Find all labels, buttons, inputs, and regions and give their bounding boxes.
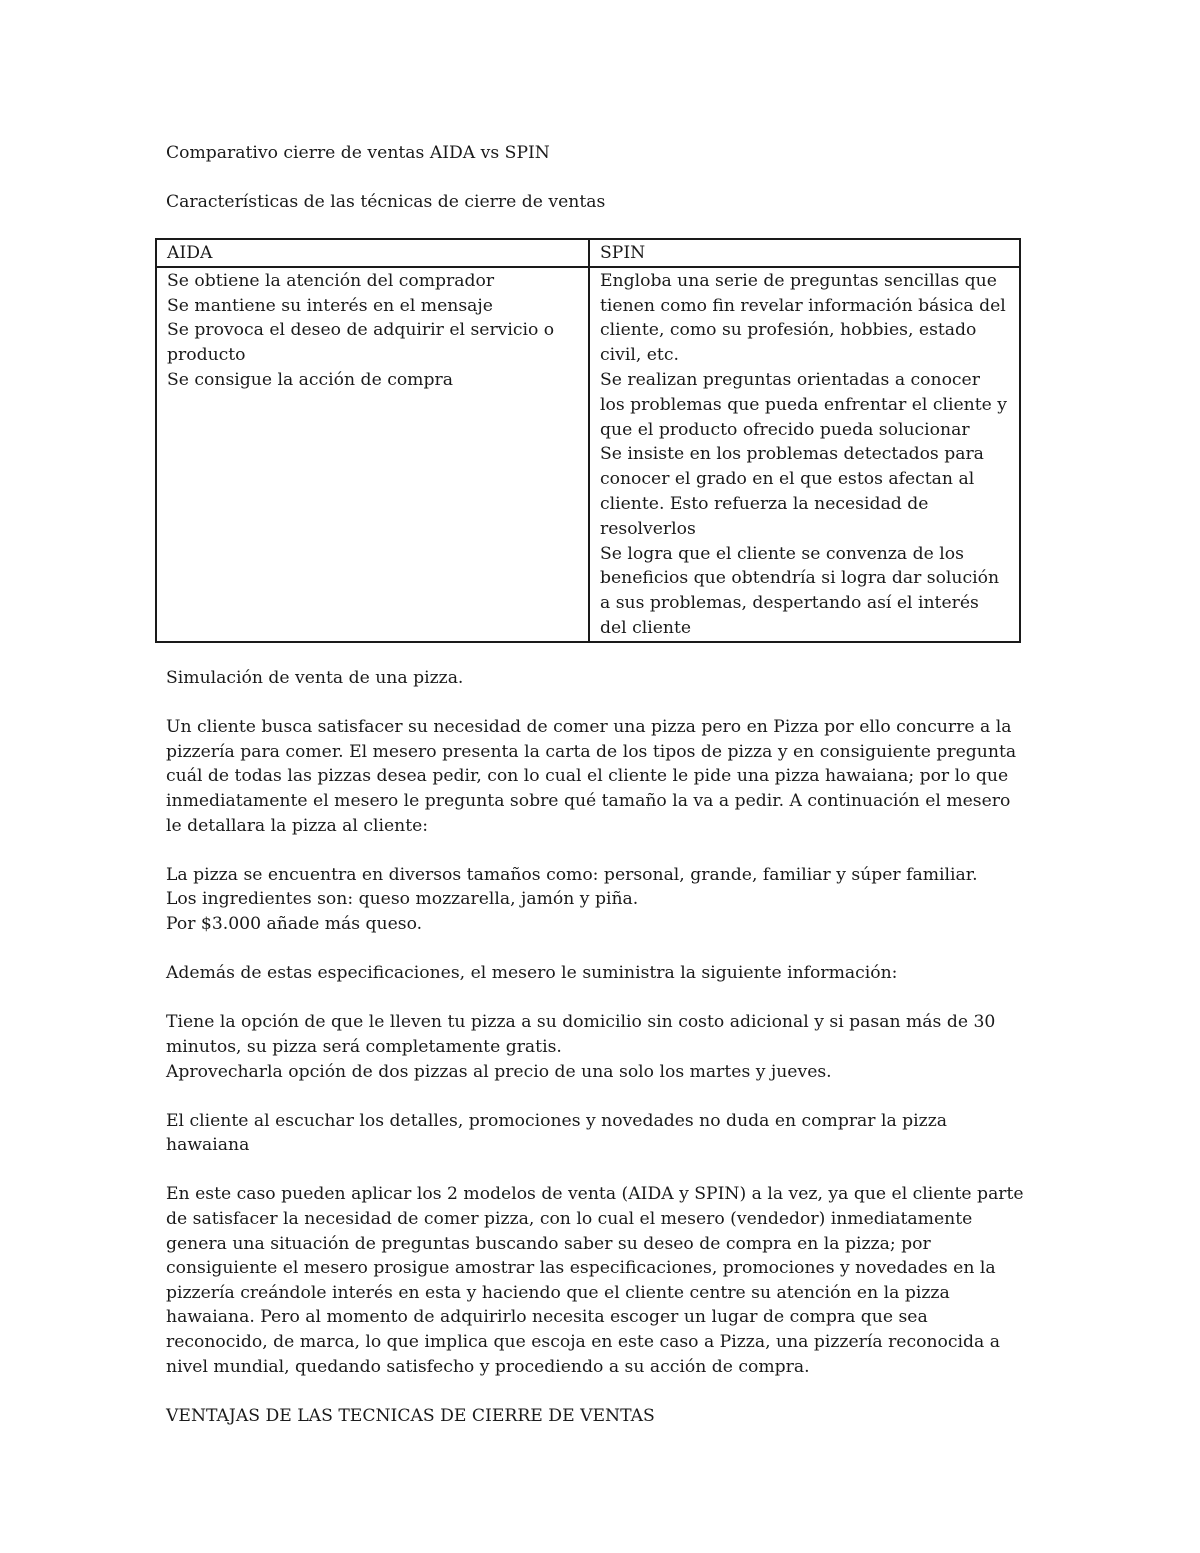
spin-item: Se logra que el cliente se convenza de los beneficios que obtendría si logra dar solución a sus problemas, despertando así el interés del cliente [600, 543, 1000, 638]
table-row [156, 267, 1020, 642]
paragraph-analysis: En este caso pueden aplicar los 2 modelos de venta (AIDA y SPIN) a la vez, ya que el cliente parte de satisfacer la necesidad de comer pizza, con lo cual el mesero (vendedor) inmediatamente genera una situación de preguntas buscando saber su deseo de compra en la pizza; por consiguiente el mesero prosigue amostrar las especificaciones, promociones y novedades en la pizzería creándole interés en esta y haciendo que el cliente centre su atención en la pizza hawaiana. Pero al momento de adquirirlo necesita escoger un lugar de compra que sea reconocido, de marca, lo que implica que escoja en este caso a Pizza, una pizzería reconocida a nivel mundial, quedando satisfecho y procediendo a su acción de compra. [166, 1184, 1024, 1377]
simulation-title: Simulación de venta de una pizza. [166, 668, 464, 688]
spin-item: Engloba una serie de preguntas sencillas que tienen como fin revelar información básica del cliente, como su profesión, hobbies, estado civil, etc. [600, 270, 1006, 366]
section-heading: VENTAJAS DE LAS TECNICAS DE CIERRE DE VENTAS [166, 1405, 655, 1426]
table-header-row [156, 239, 1020, 267]
comparison-table [155, 238, 1021, 643]
table-header-aida: AIDA [156, 239, 589, 267]
aida-item: Se consigue la acción de compra [167, 369, 453, 390]
detail-line: Los ingredientes son: queso mozzarella, jamón y piña. [166, 889, 639, 910]
spin-cell [589, 267, 1020, 642]
paragraph-decision: El cliente al escuchar los detalles, promociones y novedades no duda en comprar la pizza hawaiana [166, 1110, 948, 1156]
aida-item: Se obtiene la atención del comprador [167, 270, 495, 291]
paragraph-specifications: Además de estas especificaciones, el mesero le suministra la siguiente información: [166, 963, 898, 984]
spin-item: Se insiste en los problemas detectados para conocer el grado en el que estos afectan al cliente. Esto refuerza la necesidad de resolverlos [600, 444, 984, 539]
document-subtitle: Características de las técnicas de cierre de ventas [166, 192, 606, 213]
spin-item: Se realizan preguntas orientadas a conocer los problemas que pueda enfrentar el cliente y que el producto ofrecido pueda solucionar [600, 369, 1007, 440]
table-header-spin: SPIN [589, 239, 1020, 267]
paragraph-intro: Un cliente busca satisfacer su necesidad de comer una pizza pero en Pizza por ello concurre a la pizzería para comer. El mesero presenta la carta de los tipos de pizza y en consiguiente pregunta cuál de todas las pizzas desea pedir, con lo cual el cliente le pide una pizza hawaiana; por lo que inmediatamente el mesero le pregunta sobre qué tamaño la va a pedir. A continuación el mesero le detallara la pizza al cliente: [166, 717, 1017, 836]
aida-item: Se provoca el deseo de adquirir el servicio o producto [167, 320, 555, 366]
aida-item: Se mantiene su interés en el mensaje [167, 295, 493, 316]
aida-cell [156, 267, 589, 642]
promo-line: Tiene la opción de que le lleven tu pizza a su domicilio sin costo adicional y si pasan más de 30 minutos, su pizza será completamente gratis. [166, 1012, 996, 1057]
promo-line: Aprovecharla opción de dos pizzas al precio de una solo los martes y jueves. [166, 1061, 832, 1082]
document-body [166, 666, 1026, 1428]
document-header [166, 141, 1026, 215]
document-title: Comparativo cierre de ventas AIDA vs SPIN [166, 143, 550, 163]
detail-line: La pizza se encuentra en diversos tamaños como: personal, grande, familiar y súper familiar. [166, 864, 978, 885]
detail-line: Por $3.000 añade más queso. [166, 913, 423, 934]
